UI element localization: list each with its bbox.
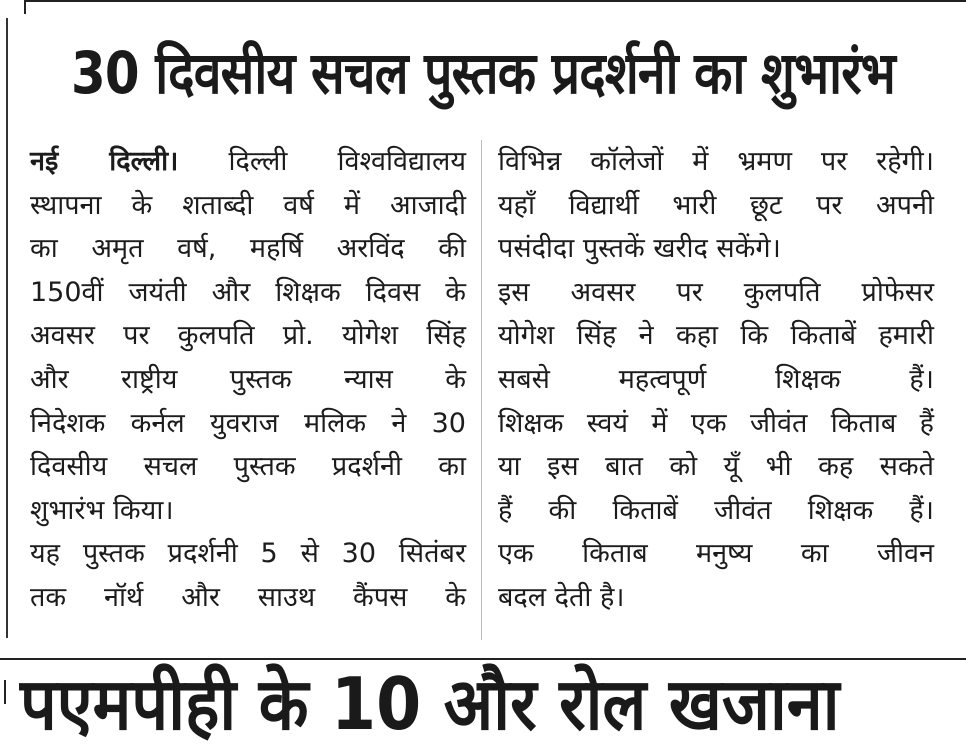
- paragraph-line: स्थापना के शताब्दी वर्ष में आजादी: [30, 189, 466, 221]
- paragraph-line: पसंदीदा पुस्तकें खरीद सकेंगे।: [498, 233, 781, 265]
- paragraph-line: तक नॉर्थ और साउथ कैंपस के: [30, 581, 466, 613]
- paragraph-line: इस अवसर पर कुलपति प्रोफेसर: [498, 276, 934, 308]
- paragraph-line: दिवसीय सचल पुस्तक प्रदर्शनी का: [30, 451, 466, 483]
- paragraph-line: या इस बात को यूँ भी कह सकते: [498, 451, 934, 483]
- paragraph-line: निदेशक कर्नल युवराज मलिक ने 30: [30, 407, 466, 439]
- paragraph-line: अवसर पर कुलपति प्रो. योगेश सिंह: [30, 320, 466, 352]
- column-divider: [481, 140, 482, 640]
- next-article-headline: [20, 662, 950, 746]
- left-border-rule: [6, 18, 8, 638]
- paragraph-line: सबसे महत्वपूर्ण शिक्षक हैं।: [498, 363, 934, 395]
- paragraph-line: विभिन्न कॉलेजों में भ्रमण पर रहेगी।: [498, 146, 934, 177]
- paragraph-line: योगेश सिंह ने कहा कि किताबें हमारी: [498, 320, 934, 352]
- article-headline: 30 दिवसीय सचल पुस्तक प्रदर्शनी का शुभारंभ: [71, 39, 895, 107]
- paragraph-line: हैं की किताबें जीवंत शिक्षक हैं।: [498, 494, 934, 526]
- paragraph-line: 150वीं जयंती और शिक्षक दिवस के: [30, 276, 466, 308]
- bottom-border-rule: [0, 658, 966, 660]
- top-border-rule: [26, 0, 966, 9]
- next-article-headline-text: पएमपीही के 10 और रोल खजाना: [20, 662, 840, 746]
- paragraph-line: और राष्ट्रीय पुस्तक न्यास के: [30, 363, 466, 395]
- article-left-column: [30, 140, 466, 620]
- dateline: नई दिल्ली।: [30, 146, 179, 177]
- bottom-left-rule: [4, 680, 6, 704]
- top-left-corner-rule: [24, 0, 26, 14]
- paragraph-line: शिक्षक स्वयं में एक जीवंत किताब हैं: [498, 407, 934, 439]
- paragraph-line: यहाँ विद्यार्थी भारी छूट पर अपनी: [498, 189, 934, 221]
- paragraph-line: बदल देती है।: [498, 581, 625, 613]
- paragraph-line: का अमृत वर्ष, महर्षि अरविंद की: [30, 233, 466, 265]
- article-right-column: [498, 140, 934, 620]
- paragraph-line: [30, 140, 466, 184]
- paragraph-line: यह पुस्तक प्रदर्शनी 5 से 30 सितंबर: [30, 538, 466, 570]
- paragraph-line: शुभारंभ किया।: [30, 494, 174, 526]
- paragraph-line-text: दिल्ली विश्वविद्यालय: [228, 146, 466, 177]
- paragraph-line: एक किताब मनुष्य का जीवन: [498, 538, 934, 570]
